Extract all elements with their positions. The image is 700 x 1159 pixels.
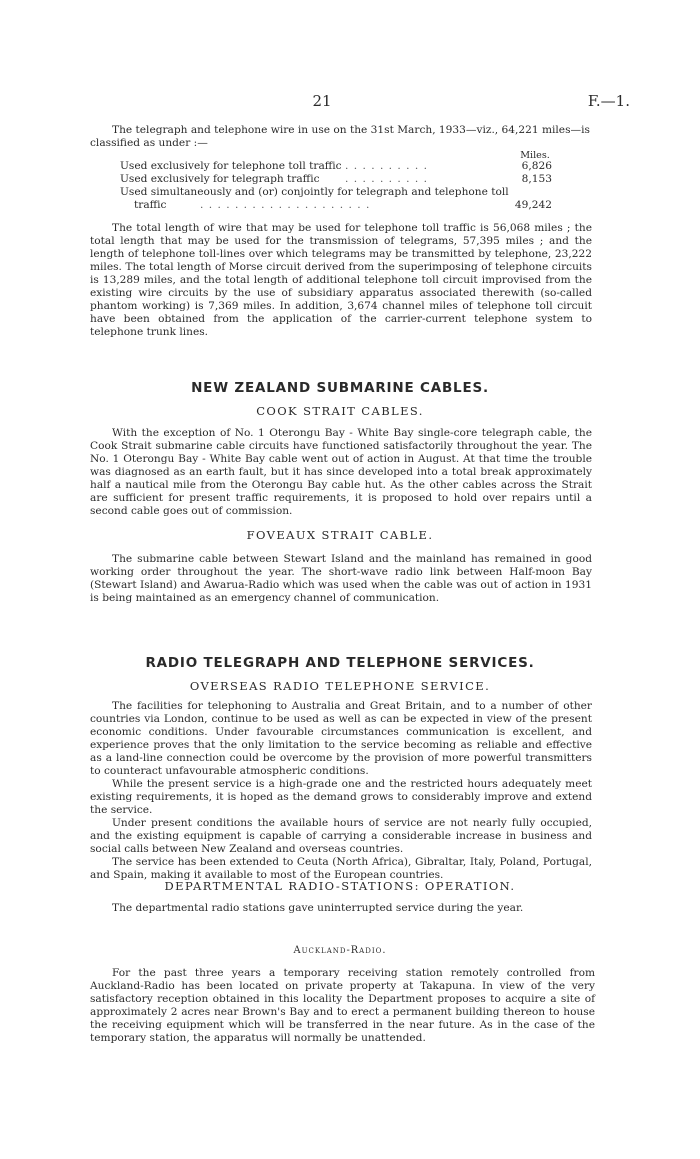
- overseas-paragraph: The service has been extended to Ceuta (North Africa), Gibraltar, Italy, Poland, Portugal, and Spain, making it available to most of the European countries.: [90, 856, 592, 881]
- page-number: 21: [312, 92, 332, 110]
- total-length-paragraph: The total length of wire that may be used for telephone toll traffic is 56,068 miles ; the total length that may be used for the transmission of telegrams, 57,395 miles ; and the length of telephone toll-lines over which telegrams may be transmitted by telephone, 23,222 miles. The total length of Morse circuit derived from the superimposing of telephone circuits is 13,289 miles, and the total length of additional telephone toll circuit improvised from the existing wire circuits by the use of subsidiary apparatus associated therewith (so-called phantom working) is 7,369 miles. In addition, 3,674 channel miles of telephone toll circuit have been obtained from the application of the carrier-current telephone system to telephone trunk lines.: [90, 222, 592, 338]
- table-row: [120, 186, 552, 212]
- document-code: F.—1.: [587, 92, 630, 110]
- cook-strait-section: [90, 427, 592, 518]
- overseas-paragraph: While the present service is a high-grade one and the restricted hours adequately meet existing requirements, it is hoped as the demand grows to considerably improve and extend the service.: [90, 778, 592, 816]
- departmental-paragraph: The departmental radio stations gave uninterrupted service during the year.: [112, 902, 524, 914]
- auckland-radio-heading: Auckland-Radio.: [293, 945, 387, 956]
- overseas-paragraph: Under present conditions the available hours of service are not nearly fully occupied, and the existing equipment is capable of carrying a considerable increase in business and social calls between New Zealand and overseas countries.: [90, 817, 592, 855]
- row-label: Used exclusively for telephone toll traffic: [120, 160, 342, 172]
- overseas-radio-section: [90, 700, 592, 882]
- auckland-radio-section: [90, 967, 595, 1045]
- radio-services-heading: RADIO TELEGRAPH AND TELEPHONE SERVICES.: [145, 655, 535, 671]
- foveaux-strait-paragraph: The submarine cable between Stewart Island and the mainland has remained in good working order throughout the year. The short-wave radio link between Half-moon Bay (Stewart Island) and Awarua-Radio which was used when the cable was out of action in 1931 is being maintained as an emergency channel of communication.: [90, 553, 592, 604]
- departmental-stations-heading: DEPARTMENTAL RADIO-STATIONS: OPERATION.: [164, 879, 516, 893]
- row-value: 8,153: [521, 173, 552, 185]
- intro-section: [90, 124, 590, 150]
- row-value: 49,242: [514, 199, 552, 211]
- foveaux-strait-heading: FOVEAUX STRAIT CABLE.: [246, 528, 434, 542]
- units-label: Miles.: [520, 150, 550, 161]
- auckland-paragraph: For the past three years a temporary receiving station remotely controlled from Auckland-Radio has been located on private property at Takapuna. In view of the very satisfactory reception obtained in this locality the Department proposes to acquire a site of approximately 2 acres near Brown's Bay and to erect a permanent building thereon to house the receiving equipment which will be transferred in the near future. As in the case of the temporary station, the apparatus will normally be unattended.: [90, 967, 595, 1044]
- total-length-section: [90, 222, 592, 339]
- departmental-stations-section: [90, 902, 592, 915]
- cook-strait-paragraph: With the exception of No. 1 Oterongu Bay - White Bay single-core telegraph cable, the Cook Strait submarine cable circuits have functioned satisfactorily throughout the year. The No. 1 Oterongu Bay - White Bay cable went out of action in August. At that time the trouble was diagnosed as an earth fault, but it has since developed into a total break approximately half a nautical mile from the Oterongu Bay cable hut. As the other cables across the Strait are sufficient for present traffic requirements, it is proposed to hold over repairs until a second cable goes out of commission.: [90, 427, 592, 517]
- overseas-radio-heading: OVERSEAS RADIO TELEPHONE SERVICE.: [189, 679, 491, 693]
- submarine-cables-heading: NEW ZEALAND SUBMARINE CABLES.: [191, 380, 489, 396]
- row-label: Used exclusively for telegraph traffic: [120, 173, 320, 185]
- leader-dots: . . . . . . . . . . . . . . . . . . . .: [200, 199, 371, 211]
- intro-paragraph: The telegraph and telephone wire in use on the 31st March, 1933—viz., 64,221 miles—is classified as under :—: [90, 124, 590, 149]
- row-label-line-1: Used simultaneously and (or) conjointly for telegraph and telephone toll: [120, 186, 509, 198]
- row-value: 6,826: [521, 160, 552, 172]
- foveaux-strait-section: [90, 553, 592, 605]
- table-row: [120, 160, 552, 173]
- cook-strait-heading: COOK STRAIT CABLES.: [256, 404, 424, 418]
- leader-dots: . . . . . . . . . .: [345, 160, 428, 172]
- row-label-line-2: traffic: [134, 199, 167, 211]
- leader-dots: . . . . . . . . . .: [345, 173, 428, 185]
- overseas-paragraph: The facilities for telephoning to Australia and Great Britain, and to a number of other countries via London, continue to be used as well as can be expected in view of the present economic conditions. Under favourable circumstances communication is excellent, and experience proves that the only limitation to the service becoming as reliable and effective as a land-line connection could be overcome by the provision of more powerful transmitters to counteract unfavourable atmospheric conditions.: [90, 700, 592, 777]
- table-row: [120, 173, 552, 186]
